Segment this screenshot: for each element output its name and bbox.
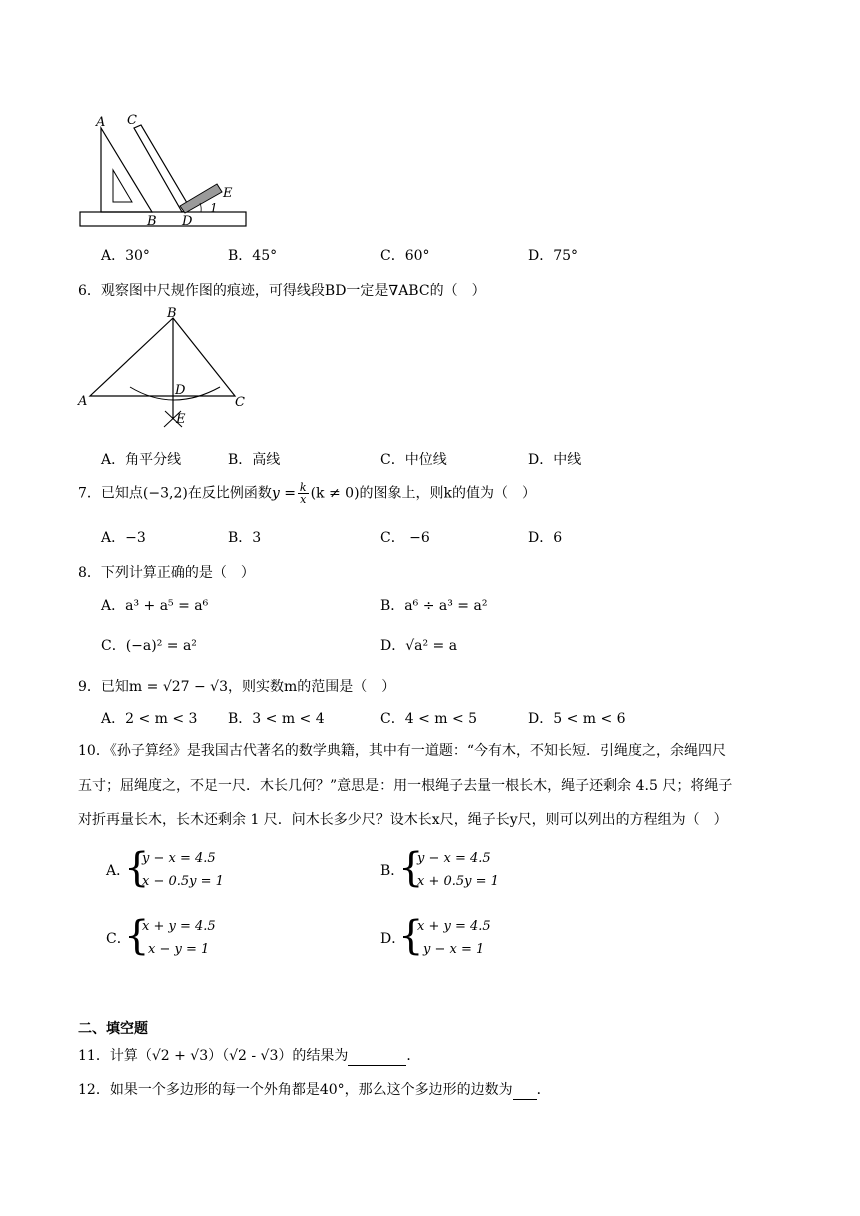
q10-option-b-label: B． [380, 863, 405, 879]
q11-end: ． [406, 1048, 421, 1064]
q10-option-b-brace: { [398, 845, 424, 891]
q9-option-c: C．4 < m < 5 [380, 711, 478, 727]
q12-text: 12．如果一个多边形的每一个外角都是40°，那么这个多边形的边数为 [78, 1082, 513, 1098]
fig6-label-B: B [167, 306, 177, 321]
q8-option-d: D．√a² = a [380, 638, 458, 654]
q6-stem: 6．观察图中尺规作图的痕迹，可得线段BD一定是∇ABC的（ ） [78, 283, 486, 299]
q9-option-b: B．3 < m < 4 [228, 711, 325, 727]
q7-option-d: D．6 [528, 530, 563, 546]
q6-option-a: A．角平分线 [101, 452, 182, 468]
fig5-label-B: B [147, 214, 157, 229]
q11 [78, 1046, 420, 1066]
q7-stem [78, 482, 536, 505]
q9-option-d: D．5 < m < 6 [528, 711, 626, 727]
q7-frac-num: k [299, 481, 307, 494]
q10-option-c-eq2: x − y = 1 [148, 942, 210, 957]
q7-func-cond: (k ≠ 0) [310, 485, 360, 502]
q8-option-b: B．a⁶ ÷ a³ = a² [380, 598, 488, 614]
q10-option-c-label: C． [106, 931, 131, 947]
q7-func-lhs: y = [271, 485, 296, 502]
fig5-label-C: C [127, 113, 137, 128]
q5-option-a: A．30° [101, 248, 150, 264]
q8-stem: 8．下列计算正确的是（ ） [78, 565, 255, 581]
q10-option-a-label: A． [106, 863, 131, 879]
q10-line-1: 10．《孙子算经》是我国古代著名的数学典籍，其中有一道题：“今有木，不知长短．引绳度之，余绳四尺 [78, 743, 726, 759]
fig5-label-1: 1 [210, 201, 218, 215]
q10-option-c-eq1: x + y = 4.5 [142, 919, 216, 934]
q10-option-d-label: D． [380, 931, 406, 947]
q10-option-d-brace: { [398, 913, 424, 959]
q6-option-d: D．中线 [528, 452, 582, 468]
q10-option-a-eq1: y − x = 4.5 [142, 851, 216, 866]
q6-option-b: B．高线 [228, 452, 281, 468]
q9-option-a: A．2 < m < 3 [101, 711, 198, 727]
q12-end: ． [536, 1082, 551, 1098]
q10-option-a-brace: { [124, 845, 150, 891]
fig5-label-E: E [223, 186, 233, 201]
q6-figure [70, 305, 260, 430]
q10-option-d-eq1: x + y = 4.5 [417, 919, 491, 934]
fig6-label-A: A [78, 394, 88, 409]
q5-option-c: C．60° [380, 248, 430, 264]
q10-option-a-eq2: x − 0.5y = 1 [142, 874, 224, 889]
q6-option-c: C．中位线 [380, 452, 447, 468]
fig6-label-E: E [176, 412, 186, 427]
q7-frac-den: x [300, 493, 307, 506]
fig6-label-C: C [235, 395, 245, 410]
q5-option-b: B．45° [228, 248, 278, 264]
q10-option-d-eq2: y − x = 1 [423, 942, 485, 957]
q8-option-c: C．(−a)² = a² [101, 638, 197, 654]
q7-fraction [298, 482, 309, 505]
q10-line-2: 五寸；屈绳度之，不足一尺．木长几何？”意思是：用一根绳子去量一根长木，绳子还剩余 4.5 尺；将绳子 [78, 778, 733, 794]
q11-answer-blank[interactable] [348, 1049, 406, 1066]
fig5-label-D: D [182, 214, 193, 229]
q7-option-b: B．3 [228, 530, 262, 546]
q10-line-3: 对折再量长木，长木还剩余 1 尺．问木长多少尺？设木长x尺，绳子长y尺，则可以列出的方程组为（ ） [78, 812, 728, 828]
q5-figure [70, 108, 260, 233]
q10-option-c-brace: { [124, 913, 150, 959]
q11-text: 11．计算（√2 + √3）（√2 - √3）的结果为 [78, 1048, 349, 1064]
section-2-title: 二、填空题 [78, 1021, 148, 1037]
q7-stem-pre: 7．已知点(−3,2)在反比例函数 [78, 485, 272, 502]
q7-option-c: C． −6 [380, 530, 430, 546]
q10-option-b-eq2: x + 0.5y = 1 [417, 874, 499, 889]
q5-option-d: D．75° [528, 248, 579, 264]
fig6-label-D: D [175, 383, 186, 398]
q9-stem: 9．已知m = √27 − √3，则实数m的范围是（ ） [78, 679, 396, 695]
q7-stem-post: 的图象上，则k的值为（ ） [359, 485, 537, 502]
fig5-label-A: A [96, 115, 106, 130]
q10-option-b-eq1: y − x = 4.5 [417, 851, 491, 866]
q8-option-a: A．a³ + a⁵ = a⁶ [101, 598, 209, 614]
q12 [78, 1080, 551, 1100]
q12-answer-blank[interactable] [513, 1083, 537, 1100]
q7-option-a: A．−3 [101, 530, 146, 546]
